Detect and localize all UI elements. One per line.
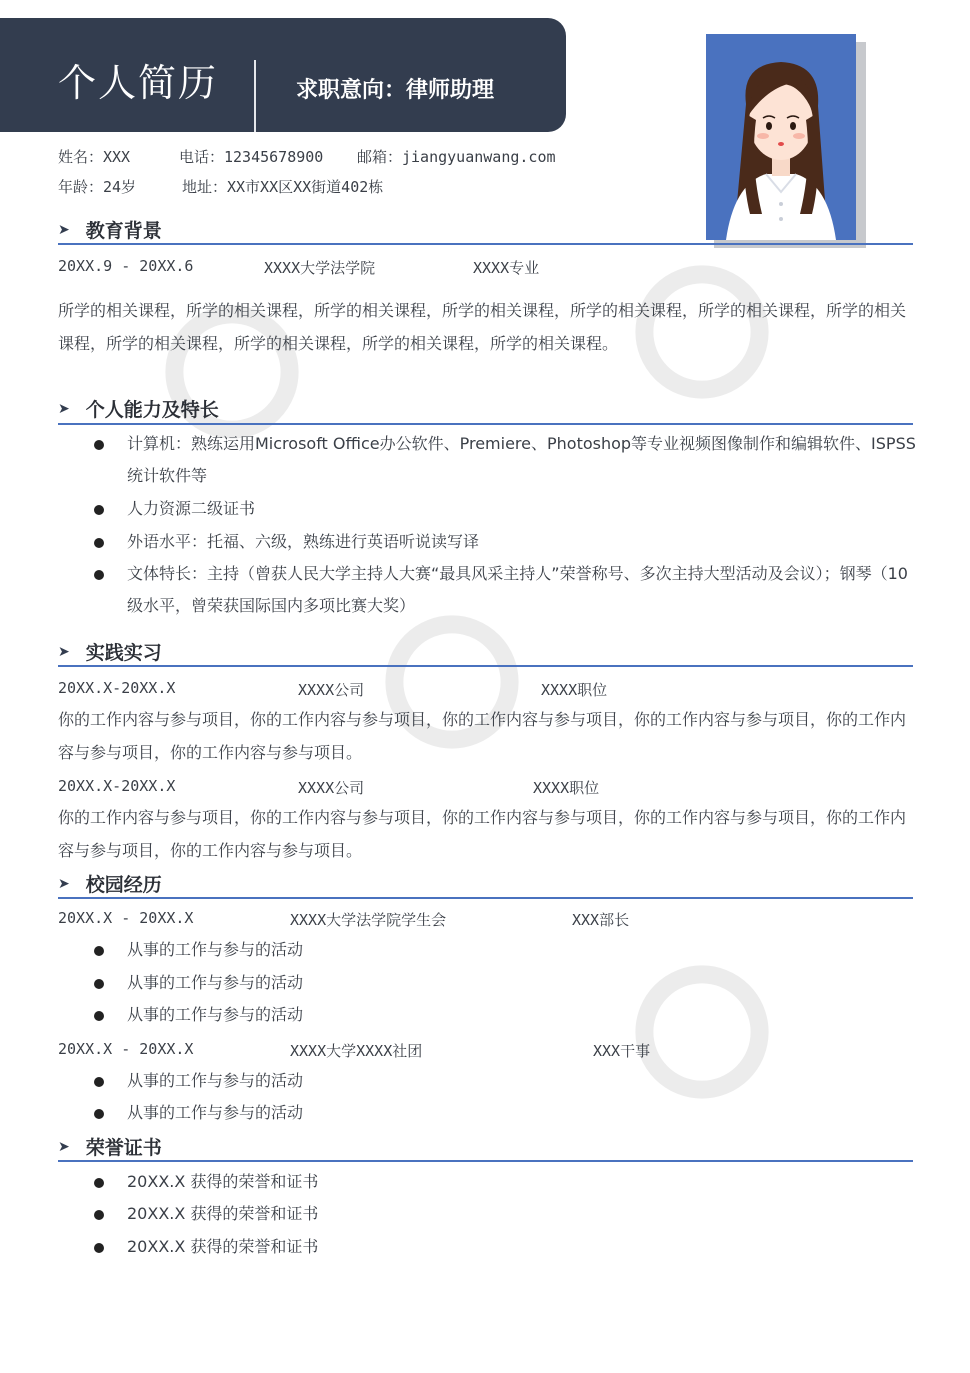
campus-role: XXX部长 [572, 911, 630, 929]
skill-item: 计算机：熟练运用Microsoft Office办公软件、Premiere、Photoshop等专业视频图像制作和编辑软件、ISPSS统计软件等 [127, 434, 916, 485]
campus-period: 20XX.X - 20XX.X [58, 909, 194, 927]
section-title-text: 个人能力及特长 [85, 399, 219, 421]
education-major: XXXX专业 [473, 259, 540, 277]
education-description: 所学的相关课程，所学的相关课程，所学的相关课程，所学的相关课程，所学的相关课程，所学的相关课程，所学的相关课程，所学的相关课程，所学的相关课程，所学的相关课程，所学的相关课程。 [58, 301, 907, 353]
campus-activity: 从事的工作与参与的活动 [127, 1103, 304, 1122]
section-title-skills [58, 395, 219, 422]
arrow-right-icon: ➤ [58, 400, 70, 417]
internship-description: 你的工作内容与参与项目，你的工作内容与参与项目，你的工作内容与参与项目，你的工作内容与参与项目，你的工作内容与参与项目，你的工作内容与参与项目。 [58, 710, 907, 762]
bullet-dot [94, 1210, 104, 1220]
section-title-honors [58, 1133, 162, 1160]
honor-item: 20XX.X 获得的荣誉和证书 [127, 1172, 319, 1191]
page-title: 个人简历 [58, 61, 219, 105]
section-divider [58, 897, 913, 899]
skill-item: 外语水平：托福、六级，熟练进行英语听说读写译 [127, 532, 480, 551]
campus-activity: 从事的工作与参与的活动 [127, 973, 304, 992]
section-divider [58, 1160, 913, 1162]
bullet-dot [94, 1011, 104, 1021]
campus-activity: 从事的工作与参与的活动 [127, 940, 304, 959]
section-title-campus [58, 870, 162, 897]
education-school: XXXX大学法学院 [264, 259, 376, 277]
internship-company: XXXX公司 [298, 779, 365, 797]
section-title-text: 荣誉证书 [85, 1137, 162, 1159]
internship-period: 20XX.X-20XX.X [58, 679, 176, 697]
internship-period: 20XX.X-20XX.X [58, 777, 176, 795]
bullet-dot [94, 1243, 104, 1253]
job-intent: 求职意向：律师助理 [296, 77, 495, 103]
bullet-dot [94, 440, 104, 450]
info-age: 年龄：24岁 [58, 178, 137, 196]
bullet-dot [94, 1178, 104, 1188]
campus-org: XXXX大学XXXX社团 [290, 1042, 423, 1060]
internship-company: XXXX公司 [298, 681, 365, 699]
watermark-logo [630, 960, 810, 1140]
internship-position: XXXX职位 [541, 681, 608, 699]
arrow-right-icon: ➤ [58, 221, 70, 238]
info-name: 姓名：XXX [58, 148, 131, 166]
section-title-internship [58, 638, 162, 665]
campus-activity: 从事的工作与参与的活动 [127, 1071, 304, 1090]
bullet-dot [94, 1109, 104, 1119]
bullet-dot [94, 1077, 104, 1087]
campus-period: 20XX.X - 20XX.X [58, 1040, 194, 1058]
education-period: 20XX.9 - 20XX.6 [58, 257, 194, 275]
bullet-dot [94, 570, 104, 580]
arrow-right-icon: ➤ [58, 875, 70, 892]
internship-description: 你的工作内容与参与项目，你的工作内容与参与项目，你的工作内容与参与项目，你的工作内容与参与项目，你的工作内容与参与项目，你的工作内容与参与项目。 [58, 808, 907, 860]
bullet-dot [94, 946, 104, 956]
section-title-text: 教育背景 [85, 220, 162, 242]
bullet-dot [94, 979, 104, 989]
campus-org: XXXX大学法学院学生会 [290, 911, 447, 929]
section-divider [58, 423, 913, 425]
arrow-right-icon: ➤ [58, 643, 70, 660]
internship-position: XXXX职位 [533, 779, 600, 797]
skill-item: 人力资源二级证书 [127, 499, 256, 518]
section-title-text: 实践实习 [85, 642, 162, 664]
section-title-education [58, 216, 162, 243]
section-divider [58, 665, 913, 667]
honor-item: 20XX.X 获得的荣誉和证书 [127, 1237, 319, 1256]
section-divider [58, 243, 913, 245]
info-phone: 电话：12345678900 [179, 148, 324, 166]
arrow-right-icon: ➤ [58, 1138, 70, 1155]
info-address: 地址：XX市XX区XX街道402栋 [182, 178, 384, 196]
campus-activity: 从事的工作与参与的活动 [127, 1005, 304, 1024]
skill-item: 文体特长：主持（曾获人民大学主持人大赛“最具风采主持人”荣誉称号、多次主持大型活动及会议）；钢琴（10级水平，曾荣获国际国内多项比赛大奖） [127, 564, 908, 615]
info-email: 邮箱：jiangyuanwang.com [357, 148, 556, 166]
bullet-dot [94, 505, 104, 515]
section-title-text: 校园经历 [85, 874, 162, 896]
header-divider [254, 60, 256, 132]
campus-role: XXX干事 [593, 1042, 651, 1060]
avatar-illustration [706, 34, 856, 240]
profile-photo [706, 34, 856, 240]
bullet-dot [94, 538, 104, 548]
honor-item: 20XX.X 获得的荣誉和证书 [127, 1204, 319, 1223]
